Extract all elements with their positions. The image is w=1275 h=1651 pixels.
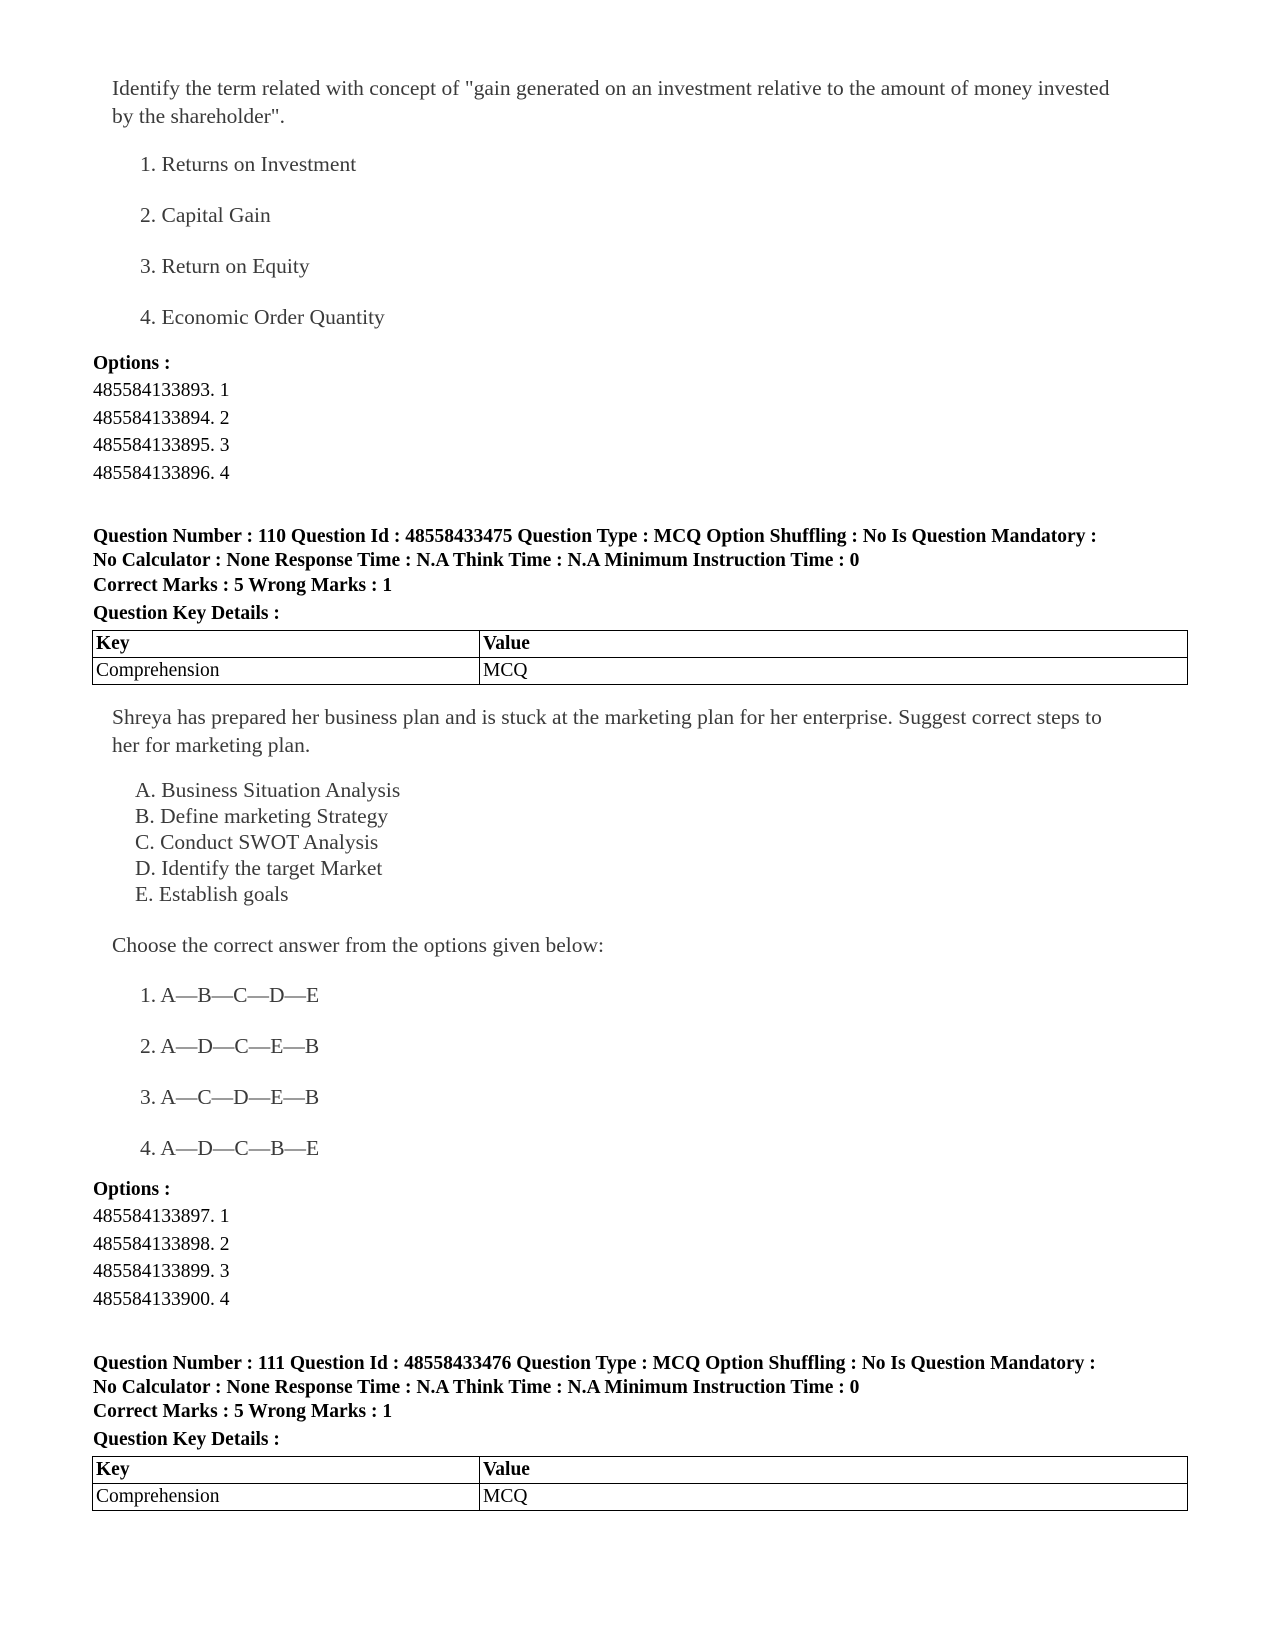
answer-choice: 2. A—D—C—E—B [140,1034,320,1058]
table-header-value: Value [480,1457,1188,1484]
table-row [93,1484,1188,1511]
table-cell-value: MCQ [480,1484,1188,1511]
option-id: 485584133899. 3 [93,1261,230,1282]
option-id: 485584133900. 4 [93,1289,230,1310]
option-id: 485584133894. 2 [93,408,230,429]
question-text: Identify the term related with concept of "gain generated on an investment relative to the amount of money invested by the shareholder". [112,76,1110,128]
option-id: 485584133893. 1 [93,380,230,401]
option-id: 485584133898. 2 [93,1234,230,1255]
key-details-table [92,1456,1188,1511]
key-details-label: Question Key Details : [93,1429,280,1450]
answer-choice: 2. Capital Gain [140,203,271,227]
options-label: Options : [93,353,171,374]
answer-choice: 3. Return on Equity [140,254,310,278]
marks-line: Correct Marks : 5 Wrong Marks : 1 [93,1401,393,1422]
option-id: 485584133895. 3 [93,435,230,456]
question-meta-line: No Calculator : None Response Time : N.A Think Time : N.A Minimum Instruction Time : 0 [93,550,860,571]
table-header-key: Key [93,631,480,658]
question-meta-line: No Calculator : None Response Time : N.A Think Time : N.A Minimum Instruction Time : 0 [93,1377,860,1398]
key-details-label: Question Key Details : [93,603,280,624]
question-meta [93,1352,1203,1400]
answer-choice: 3. A—C—D—E—B [140,1085,320,1109]
table-header-row [93,631,1188,658]
answer-choice: 4. A—D—C—B—E [140,1136,320,1160]
marketing-step: B. Define marketing Strategy [135,804,389,828]
options-label: Options : [93,1179,171,1200]
question-text: Shreya has prepared her business plan and is stuck at the marketing plan for her enterprise. Suggest correct steps to her for marketing plan. [112,705,1102,757]
question-meta-line: Question Number : 110 Question Id : 48558433475 Question Type : MCQ Option Shuffling : No Is Question Mandatory : [93,526,1097,547]
marketing-step: A. Business Situation Analysis [135,778,401,802]
question-meta-line: Question Number : 111 Question Id : 48558433476 Question Type : MCQ Option Shuffling : No Is Question Mandatory : [93,1353,1096,1374]
answer-choice: 1. Returns on Investment [140,152,357,176]
marks-line: Correct Marks : 5 Wrong Marks : 1 [93,575,393,596]
table-cell-value: MCQ [480,658,1188,685]
option-id: 485584133896. 4 [93,463,230,484]
answer-choice: 4. Economic Order Quantity [140,305,385,329]
table-cell-key: Comprehension [93,658,480,685]
marketing-step: E. Establish goals [135,882,289,906]
option-id: 485584133897. 1 [93,1206,230,1227]
answer-choice: 1. A—B—C—D—E [140,983,320,1007]
table-cell-key: Comprehension [93,1484,480,1511]
table-header-key: Key [93,1457,480,1484]
marketing-step: C. Conduct SWOT Analysis [135,830,379,854]
table-row [93,658,1188,685]
key-details-table [92,630,1188,685]
marketing-step: D. Identify the target Market [135,856,383,880]
choose-instruction: Choose the correct answer from the options given below: [112,933,604,957]
table-header-row [93,1457,1188,1484]
table-header-value: Value [480,631,1188,658]
question-meta [93,525,1203,573]
